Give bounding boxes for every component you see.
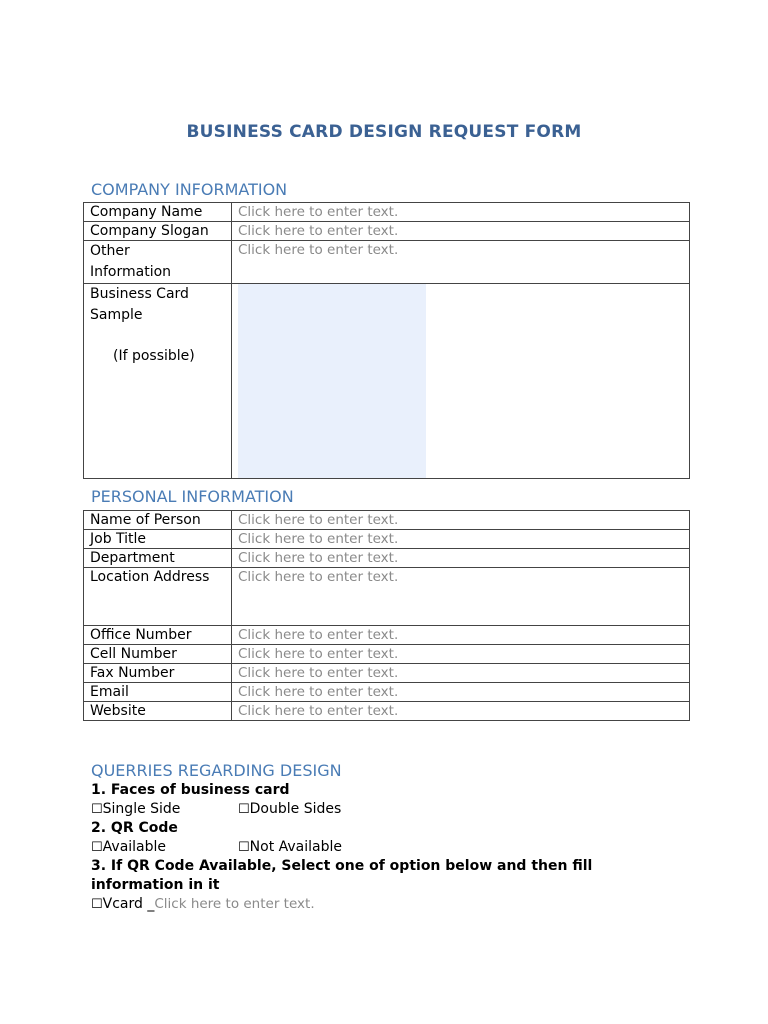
- office-number-field[interactable]: [232, 626, 690, 645]
- name-of-person-label: Name of Person: [84, 511, 232, 530]
- checkbox-icon[interactable]: ☐: [91, 802, 103, 817]
- department-field[interactable]: [232, 549, 690, 568]
- checkbox-icon[interactable]: ☐: [91, 840, 103, 855]
- company-info-table: [83, 202, 690, 479]
- other-information-label: [84, 241, 232, 284]
- table-row: [84, 645, 690, 664]
- checkbox-icon[interactable]: ☐: [91, 897, 103, 912]
- placeholder-text: Click here to enter text.: [238, 512, 399, 528]
- business-card-sample-label: [84, 284, 232, 479]
- question-3-line1: 3. If QR Code Available, Select one of option below and then fill: [91, 858, 593, 874]
- placeholder-text: Click here to enter text.: [238, 550, 399, 566]
- vcard-field[interactable]: Click here to enter text.: [154, 896, 315, 912]
- table-row: [84, 626, 690, 645]
- website-label: Website: [84, 702, 232, 721]
- question-3-line2: information in it: [91, 877, 220, 893]
- placeholder-text: Click here to enter text.: [238, 223, 399, 239]
- table-row: [84, 568, 690, 626]
- placeholder-text: Click here to enter text.: [238, 646, 399, 662]
- form-title: BUSINESS CARD DESIGN REQUEST FORM: [186, 122, 582, 142]
- job-title-label: Job Title: [84, 530, 232, 549]
- table-row: [84, 241, 690, 284]
- table-row: [84, 683, 690, 702]
- business-card-sample-field[interactable]: [232, 284, 690, 479]
- location-address-label: Location Address: [84, 568, 232, 626]
- available-label: Available: [102, 839, 167, 855]
- double-sides-option[interactable]: [238, 800, 341, 819]
- fax-number-field[interactable]: [232, 664, 690, 683]
- company-name-label: Company Name: [84, 203, 232, 222]
- email-label: Email: [84, 683, 232, 702]
- location-address-field[interactable]: [232, 568, 690, 626]
- company-slogan-label: Company Slogan: [84, 222, 232, 241]
- table-row: [84, 222, 690, 241]
- business-card-sample-line1: Business Card: [90, 286, 189, 302]
- table-row: [84, 530, 690, 549]
- checkbox-icon[interactable]: ☐: [238, 840, 250, 855]
- cell-number-label: Cell Number: [84, 645, 232, 664]
- company-info-heading: COMPANY INFORMATION: [91, 180, 288, 199]
- table-row: [84, 702, 690, 721]
- table-row: [84, 664, 690, 683]
- single-side-option[interactable]: [91, 800, 180, 819]
- vcard-option[interactable]: [91, 895, 315, 914]
- placeholder-text: Click here to enter text.: [238, 569, 399, 585]
- vcard-label: Vcard _: [102, 896, 155, 912]
- question-1: 1. Faces of business card: [91, 782, 290, 798]
- image-upload-box[interactable]: [238, 284, 426, 478]
- table-row: [84, 549, 690, 568]
- placeholder-text: Click here to enter text.: [238, 242, 399, 258]
- queries-heading: QUERRIES REGARDING DESIGN: [91, 761, 342, 780]
- placeholder-text: Click here to enter text.: [238, 684, 399, 700]
- table-row: [84, 203, 690, 222]
- other-information-field[interactable]: [232, 241, 690, 284]
- placeholder-text: Click here to enter text.: [238, 531, 399, 547]
- placeholder-text: Click here to enter text.: [238, 204, 399, 220]
- company-name-field[interactable]: [232, 203, 690, 222]
- single-side-label: Single Side: [102, 801, 181, 817]
- table-row: [84, 511, 690, 530]
- double-sides-label: Double Sides: [249, 801, 342, 817]
- placeholder-text: Click here to enter text.: [238, 627, 399, 643]
- job-title-field[interactable]: [232, 530, 690, 549]
- other-information-label-line1: Other: [90, 243, 130, 259]
- personal-info-table: [83, 510, 690, 721]
- placeholder-text: Click here to enter text.: [238, 703, 399, 719]
- business-card-sample-line2: Sample: [90, 307, 143, 323]
- not-available-label: Not Available: [249, 839, 343, 855]
- table-row: [84, 284, 690, 479]
- question-2: 2. QR Code: [91, 820, 178, 836]
- checkbox-icon[interactable]: ☐: [238, 802, 250, 817]
- available-option[interactable]: [91, 838, 166, 857]
- email-field[interactable]: [232, 683, 690, 702]
- cell-number-field[interactable]: [232, 645, 690, 664]
- company-slogan-field[interactable]: [232, 222, 690, 241]
- name-of-person-field[interactable]: [232, 511, 690, 530]
- office-number-label: Office Number: [84, 626, 232, 645]
- personal-info-heading: PERSONAL INFORMATION: [91, 487, 294, 506]
- website-field[interactable]: [232, 702, 690, 721]
- department-label: Department: [84, 549, 232, 568]
- not-available-option[interactable]: [238, 838, 342, 857]
- if-possible-note: (If possible): [113, 348, 195, 364]
- other-information-label-line2: Information: [90, 264, 172, 280]
- placeholder-text: Click here to enter text.: [238, 665, 399, 681]
- fax-number-label: Fax Number: [84, 664, 232, 683]
